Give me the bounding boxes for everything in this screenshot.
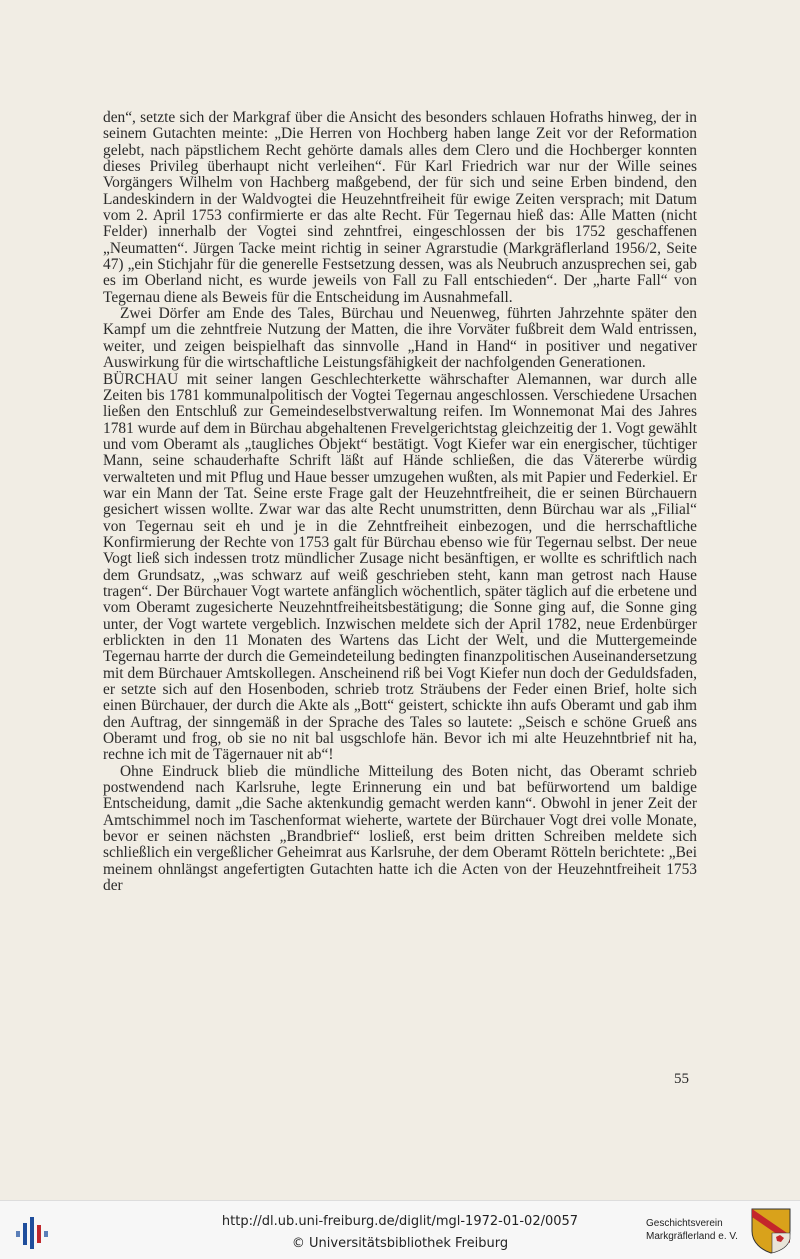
viewer-footer bbox=[0, 1200, 800, 1259]
body-text bbox=[103, 110, 697, 895]
society-name bbox=[646, 1217, 738, 1243]
paragraph-2: Zwei Dörfer am Ende des Tales, Bürchau und Neuenweg, führten Jahrzehnte später den Kampf um die zehntfreie Nutzung der Matten, die ihre Vorväter fußbreit dem Wald entrissen, weiter, und zeigen beispielhaft das sinnvolle „Hand in Hand“ in positiver und negativer Auswirkung für die wirtschaftliche Leistungsfähigkeit der nachfolgenden Generationen. bbox=[103, 305, 697, 372]
society-line-1: Geschichtsverein bbox=[646, 1218, 723, 1229]
paragraph-3: BÜRCHAU mit seiner langen Geschlechterkette währschafter Alemannen, war durch alle Zeiten bis 1781 kommunalpolitisch der Vogtei Tegernau angeschlossen. Verschiedene Ursachen ließen den Entschluß zur Gemeindeselbstverwaltung reifen. Im Wonnemonat Mai des Jahres 1781 wurde auf dem in Bürchau abgehaltenen Frevelgerichtstag gleichzeitig der 1. Vogt gewählt und vom Oberamt als „taugliches Objekt“ bestätigt. Vogt Kiefer war ein energischer, tüchtiger Mann, seine schauderhafte Schrift läßt auf Hände schließen, die das Vätererbe würdig verwalteten und mit Pflug und Haue besser umzugehen wußten, als mit Papier und Federkiel. Er war ein Mann der Tat. Seine erste Frage galt der Heuzehntfreiheit, die er seinen Bürchauern gesichert wissen wollte. Zwar war das alte Recht unumstritten, denn Bürchau war als „Filial“ von Tegernau seit eh und je in die Zehntfreiheit einbezogen, und die herrschaftliche Konfirmierung der Rechte von 1753 galt für Bürchau ebenso wie für Tegernau selbst. Der neue Vogt ließ sich indessen trotz mündlicher Zusage nicht besänftigen, er wollte es schriftlich nach dem Grundsatz, „was schwarz auf weiß geschrieben steht, kann man getrost nach Hause tragen“. Der Bürchauer Vogt wartete anfänglich wöchentlich, später täglich auf die erbetene und vom Oberamt zugesicherte Neuzehntfreiheitsbestätigung; die Sonne ging auf, die Sonne ging unter, der Vogt wartete vergeblich. Inzwischen meldete sich der April 1782, neue Erdenbürger erblickten in den 11 Monaten des Wartens das Licht der Welt, und die Muttergemeinde Tegernau harrte der durch die Gemeindeteilung bedingten finanzpolitischen Auseinandersetzung mit dem Bürchauer Amtskollegen. Anscheinend riß bei Vogt Kiefer nun doch der Geduldsfaden, er setzte sich auf den Hosenboden, schrieb trotz Sträubens der Feder einen Brief, holte sich einen Bürchauer, der durch die Akte als „Bott“ geistert, schickte ihn aufs Oberamt und gab ihm den Auftrag, der sinngemäß in der Sprache des Tales so lautete: „Seisch e schöne Grueß ans Oberamt und frog, ob sie no nit bal usgschlofe hän. Bevor ich mi alte Heuzehntbrief nit ha, rechne ich mit de Tägernauer nit ab“! bbox=[103, 370, 697, 764]
coat-of-arms-icon bbox=[750, 1207, 792, 1255]
copyright-text: © Universitätsbibliothek Freiburg bbox=[291, 1236, 509, 1251]
paragraph-1: den“, setzte sich der Markgraf über die Ansicht des besonders schlauen Hofraths hinweg, der in seinem Gutachten meinte: „Die Herren von Hochberg haben lange Zeit vor der Reformation gelebt, nach päpstlichem Recht gehörte damals alles dem Clero und die Hochberger konnten dieses Privileg überhaupt nicht verleihen“. Für Karl Friedrich war nur der Wille seines Vorgängers Wilhelm von Hachberg maßgebend, der für sich und seine Erben bindend, den Landeskindern in der Waldvogtei die Heuzehntfreiheit für ewige Zeiten versprach; mit Datum vom 2. April 1753 confirmierte er das alte Recht. Für Tegernau hieß das: Alle Matten (nicht Felder) innerhalb der Vogtei sind zehntfrei, eingeschlossen der bis 1752 geschaffenen „Neumatten“. Jürgen Tacke meint richtig in seiner Agrarstudie (Markgräflerland 1956/2, Seite 47) „ein Stichjahr für die generelle Festsetzung dessen, was als Neubruch anzusprechen sei, gab es im Oberland nicht, es wurde jeweils von Fall zu Fall entschieden“. Der „harte Fall“ von Tegernau diene als Beweis für die Entscheidung im Ausnahmefall. bbox=[103, 109, 697, 306]
page-number: 55 bbox=[674, 1071, 689, 1087]
paragraph-4: Ohne Eindruck blieb die mündliche Mitteilung des Boten nicht, das Oberamt schrieb postwendend nach Karlsruhe, legte Erinnerung ein und bat befürwortend um baldige Entscheidung, damit „die Sache aktenkundig gemacht werden kann“. Obwohl in jener Zeit der Amtschimmel noch im Taschenformat wieherte, wartete der Bürchauer Vogt drei volle Monate, bevor er seinen nächsten „Brandbrief“ losließ, erst beim dritten Schreiben meldete sich schließlich ein vergeßlicher Geheimrat aus Karlsruhe, der dem Oberamt Rötteln berichtete: „Bei meinem ohnlängst angefertigten Gutachten hatte ich die Acten von der Heuzehntfreiheit 1753 der bbox=[103, 762, 697, 895]
society-line-2: Markgräflerland e. V. bbox=[646, 1231, 738, 1242]
document-url-link[interactable]: http://dl.ub.uni-freiburg.de/diglit/mgl-1972-01-02/0057 bbox=[221, 1214, 579, 1229]
